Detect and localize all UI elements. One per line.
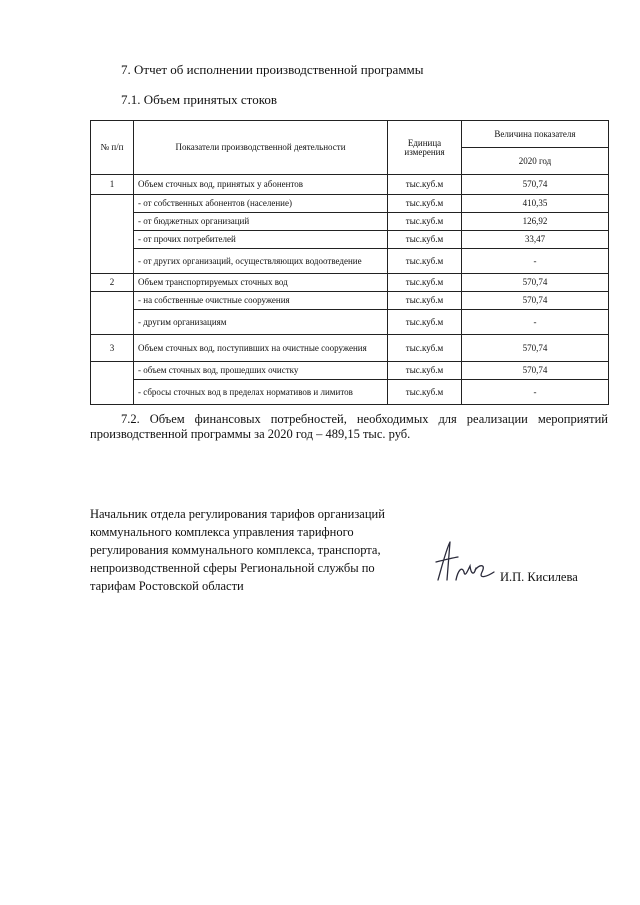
section-heading: 7. Отчет об исполнении производственной программы <box>121 62 424 77</box>
position-line: Начальник отдела регулирования тарифов организаций <box>90 507 385 521</box>
row-indicator: - от прочих потребителей <box>134 231 388 249</box>
table-row <box>91 380 609 405</box>
row-value: 33,47 <box>462 231 609 249</box>
table-row <box>91 335 609 362</box>
row-indicator: - от бюджетных организаций <box>134 213 388 231</box>
row-unit: тыс.куб.м <box>388 175 462 195</box>
row-unit: тыс.куб.м <box>388 249 462 274</box>
financial-paragraph: 7.2. Объем финансовых потребностей, необходимых для реализации мероприятий производственной программы за 2020 год – 489,15 тыс. руб. <box>90 412 608 441</box>
row-value: 126,92 <box>462 213 609 231</box>
row-num: 2 <box>91 274 134 292</box>
position-line: коммунального комплекса управления тарифного <box>90 525 354 539</box>
handwritten-signature <box>428 536 498 588</box>
row-unit: тыс.куб.м <box>388 292 462 310</box>
row-num <box>91 362 134 405</box>
row-value: 570,74 <box>462 292 609 310</box>
row-unit: тыс.куб.м <box>388 310 462 335</box>
table-row <box>91 292 609 310</box>
header-year: 2020 год <box>462 148 609 175</box>
position-line: тарифам Ростовской области <box>90 579 244 593</box>
header-indicator: Показатели производственной деятельности <box>134 121 388 175</box>
table-row <box>91 310 609 335</box>
row-value: - <box>462 310 609 335</box>
header-num: № п/п <box>91 121 134 175</box>
header-value: Величина показателя <box>462 121 609 148</box>
row-indicator: - от других организаций, осуществляющих водоотведение <box>134 249 388 274</box>
row-unit: тыс.куб.м <box>388 362 462 380</box>
row-indicator: - на собственные очистные сооружения <box>134 292 388 310</box>
row-value: - <box>462 380 609 405</box>
position-line: регулирования коммунального комплекса, транспорта, <box>90 543 381 557</box>
row-indicator: Объем сточных вод, принятых у абонентов <box>134 175 388 195</box>
table-row <box>91 231 609 249</box>
row-unit: тыс.куб.м <box>388 335 462 362</box>
row-indicator: - другим организациям <box>134 310 388 335</box>
row-value: - <box>462 249 609 274</box>
table-row <box>91 362 609 380</box>
row-value: 570,74 <box>462 274 609 292</box>
table-row <box>91 213 609 231</box>
table-row <box>91 274 609 292</box>
header-unit: Единица измерения <box>388 121 462 175</box>
row-value: 570,74 <box>462 335 609 362</box>
report-table <box>90 120 609 405</box>
row-num: 1 <box>91 175 134 195</box>
row-indicator: Объем сточных вод, поступивших на очистные сооружения <box>134 335 388 362</box>
signatory-name: И.П. Кисилева <box>500 570 578 584</box>
row-indicator: - сбросы сточных вод в пределах нормативов и лимитов <box>134 380 388 405</box>
position-line: непроизводственной сферы Региональной службы по <box>90 561 375 575</box>
row-num: 3 <box>91 335 134 362</box>
subsection-heading: 7.1. Объем принятых стоков <box>121 92 277 107</box>
row-value: 570,74 <box>462 362 609 380</box>
row-unit: тыс.куб.м <box>388 231 462 249</box>
row-unit: тыс.куб.м <box>388 380 462 405</box>
table-row <box>91 175 609 195</box>
row-indicator: Объем транспортируемых сточных вод <box>134 274 388 292</box>
row-indicator: - объем сточных вод, прошедших очистку <box>134 362 388 380</box>
row-num <box>91 292 134 335</box>
row-num <box>91 195 134 274</box>
row-unit: тыс.куб.м <box>388 213 462 231</box>
row-unit: тыс.куб.м <box>388 195 462 213</box>
table-row <box>91 195 609 213</box>
table-row <box>91 249 609 274</box>
row-value: 570,74 <box>462 175 609 195</box>
row-unit: тыс.куб.м <box>388 274 462 292</box>
row-indicator: - от собственных абонентов (население) <box>134 195 388 213</box>
row-value: 410,35 <box>462 195 609 213</box>
signatory-position <box>90 505 410 595</box>
